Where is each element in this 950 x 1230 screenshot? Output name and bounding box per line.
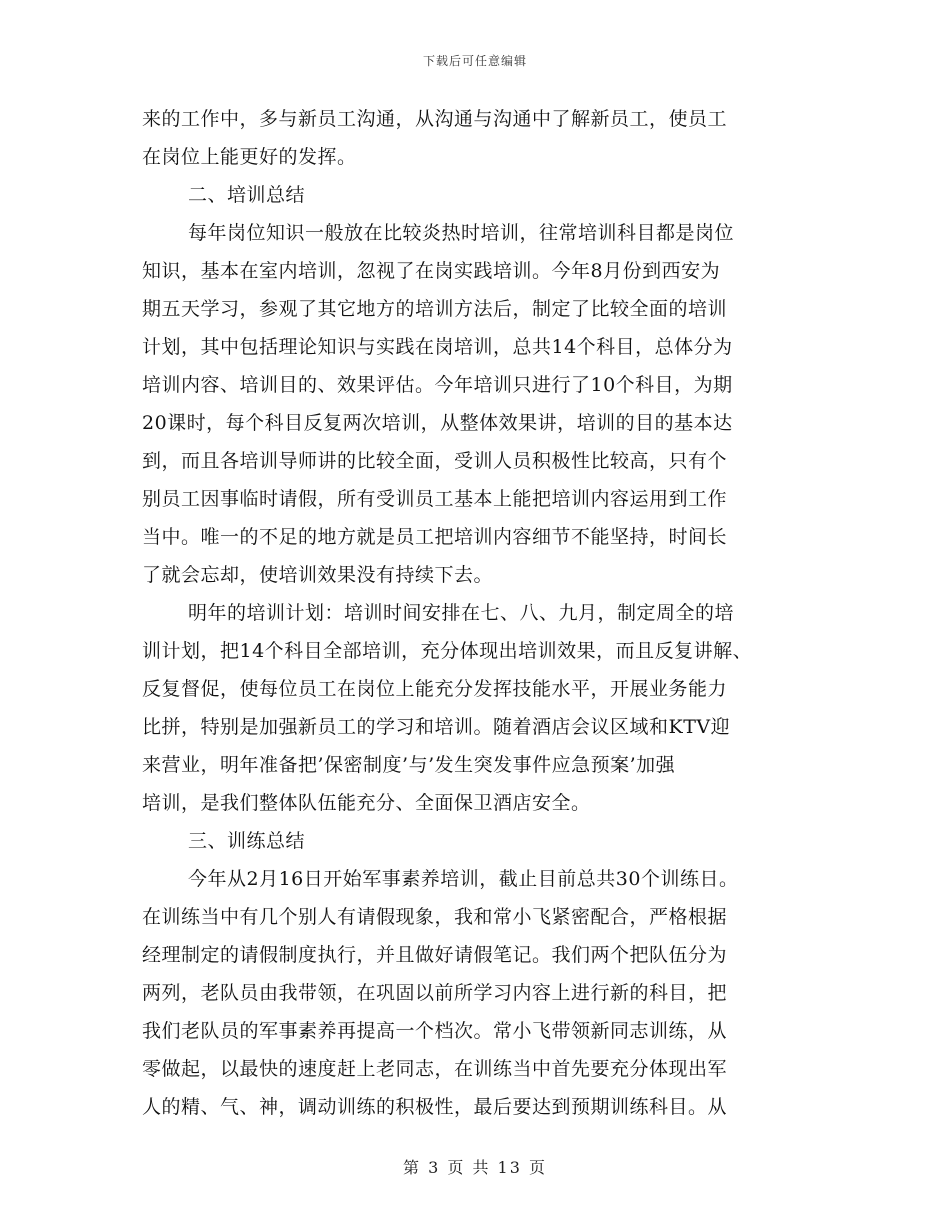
page-header-note: 下载后可任意编辑 [422,54,527,68]
text-line: 了就会忘却，使培训效果没有持续下去。 [142,564,494,586]
page-number: 第 3 页 共 13 页 [403,1158,547,1177]
text-line: 今年从2月16日开始军事素养培训，截止目前总共30个训练日。 [188,868,739,890]
text-line: 计划，其中包括理论知识与实践在岗培训，总共14个科目，总体分为 [142,336,733,358]
text-line: 两列，老队员由我带领，在巩固以前所学习内容上进行新的科目，把 [142,982,728,1004]
text-line: 培训，是我们整体队伍能充分、全面保卫酒店安全。 [142,792,591,814]
text-line: 每年岗位知识一般放在比较炎热时培训，往常培训科目都是岗位 [188,222,735,244]
text-line: 在岗位上能更好的发挥。 [142,146,357,168]
text-line: 期五天学习，参观了其它地方的培训方法后，制定了比较全面的培训 [142,298,728,320]
text-line: 训计划，把14个科目全部培训，充分体现出培训效果，而且反复讲解、 [142,640,753,662]
text-line: 经理制定的请假制度执行，并且做好请假笔记。我们两个把队伍分为 [142,944,728,966]
text-line: 比拼，特别是加强新员工的学习和培训。随着酒店会议区域和KTV迎 [142,716,731,738]
text-line: 来营业，明年准备把’保密制度’与’发生突发事件应急预案’加强 [142,754,676,776]
text-line: 到，而且各培训导师讲的比较全面，受训人员积极性比较高，只有个 [142,450,728,472]
text-line: 我们老队员的军事素养再提高一个档次。常小飞带领新同志训练，从 [142,1020,728,1042]
text-line: 知识，基本在室内培训，忽视了在岗实践培训。今年8月份到西安为 [142,260,721,282]
text-line: 当中。唯一的不足的地方就是员工把培训内容细节不能坚持，时间长 [142,526,728,548]
text-line: 来的工作中，多与新员工沟通，从沟通与沟通中了解新员工，使员工 [142,108,728,130]
text-line: 零做起，以最快的速度赶上老同志，在训练当中首先要充分体现出军 [142,1058,728,1080]
text-line: 明年的培训计划：培训时间安排在七、八、九月，制定周全的培 [188,602,735,624]
text-line: 人的精、气、神，调动训练的积极性，最后要达到预期训练科目。从 [142,1096,728,1118]
document-body [142,100,814,1126]
section-heading: 三、训练总结 [188,830,306,852]
text-line: 别员工因事临时请假，所有受训员工基本上能把培训内容运用到工作 [142,488,728,510]
section-heading: 二、培训总结 [188,184,306,206]
text-line: 反复督促，使每位员工在岗位上能充分发挥技能水平，开展业务能力 [142,678,728,700]
text-line: 20课时，每个科目反复两次培训，从整体效果讲，培训的目的基本达 [142,412,733,434]
text-line: 在训练当中有几个别人有请假现象，我和常小飞紧密配合，严格根据 [142,906,728,928]
text-line: 培训内容、培训目的、效果评估。今年培训只进行了10个科目，为期 [142,374,733,396]
